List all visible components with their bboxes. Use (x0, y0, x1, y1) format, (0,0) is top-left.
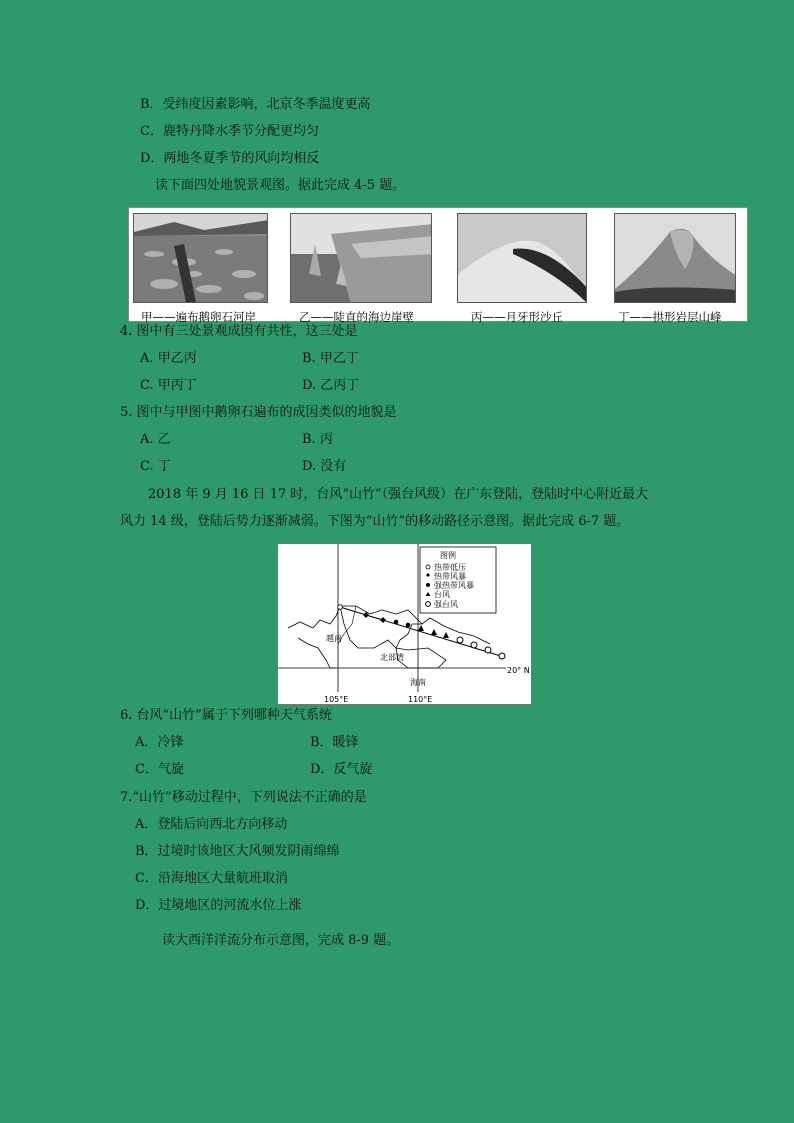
q6-option-a: A．冷锋 (135, 735, 184, 750)
q7-option-b: B．过境时该地区大风频发阴雨绵绵 (135, 844, 340, 859)
q6-option-c: C．气旋 (135, 762, 184, 777)
photo-ding-caption: 丁——拱形岩层山峰 (618, 310, 722, 324)
q5-option-c: C. 丁 (140, 459, 171, 474)
track-point-typhoon (418, 625, 424, 631)
q5-option-d: D. 没有 (302, 459, 347, 474)
q7-option-c: C．沿海地区大量航班取消 (135, 871, 288, 886)
q5-stem: 5. 图中与甲图中鹅卵石遍布的成因类似的地貌是 (120, 405, 397, 420)
track-point-severe-typhoon (471, 642, 477, 648)
q3-option-d: D．两地冬夏季节的风向均相反 (140, 151, 320, 166)
q4-option-a: A. 甲乙丙 (140, 351, 197, 366)
q5-option-b: B. 丙 (302, 432, 333, 447)
intro-8-9: 读大西洋洋流分布示意图，完成 8-9 题。 (162, 933, 400, 948)
track-point-typhoon (443, 632, 449, 638)
intro-4-5: 读下面四处地貌景观图。据此完成 4-5 题。 (155, 178, 406, 193)
track-point-typhoon (431, 629, 437, 635)
track-point-severe-tropical-storm (394, 620, 399, 625)
label-vietnam: 越南 (326, 634, 342, 643)
track-point-severe-tropical-storm (406, 623, 411, 628)
intro-6-7-line1: 2018 年 9 月 16 日 17 时，台风“山竹”（强台风级）在广东登陆，登陆时中心附近最大 (148, 487, 649, 502)
intro-6-7-line2: 风力 14 级，登陆后势力逐渐减弱。下图为“山竹”的移动路径示意图。据此完成 6-7 题。 (120, 514, 630, 529)
q3-option-c: C．鹿特丹降水季节分配更均匀 (140, 124, 319, 139)
q6-option-d: D．反气旋 (310, 762, 373, 777)
photo-yi-caption: 乙——陡直的海边崖壁 (299, 310, 414, 324)
q4-stem: 4. 图中有三处景观成因有共性，这三处是 (120, 324, 358, 339)
track-point-severe-typhoon (499, 653, 505, 659)
q4-option-d: D. 乙丙丁 (302, 378, 360, 393)
landform-photo-panel (128, 207, 748, 322)
track-point-tropical-storm (380, 617, 386, 623)
label-110e: 110°E (408, 695, 433, 704)
q7-option-d: D．过境地区的河流水位上涨 (135, 898, 302, 913)
q6-option-b: B．暖锋 (310, 735, 359, 750)
q5-option-a: A. 乙 (140, 432, 171, 447)
q7-option-a: A．登陆后向西北方向移动 (135, 817, 288, 832)
photo-jia-image (133, 213, 268, 303)
legend-item-td: 热带低压 (434, 563, 466, 572)
legend-item-sty: 强台风 (434, 600, 458, 609)
legend-title: 图例 (440, 551, 456, 560)
photo-bing-image (457, 213, 587, 303)
photo-ding-image (614, 213, 736, 303)
track-point-severe-typhoon (457, 637, 463, 643)
photo-jia-caption: 甲——遍布鹅卵石河岸 (141, 310, 256, 324)
q4-option-c: C. 甲丙丁 (140, 378, 197, 393)
q3-option-b: B．受纬度因素影响，北京冬季温度更高 (140, 97, 371, 112)
q4-option-b: B. 甲乙丁 (302, 351, 359, 366)
label-hainan: 海南 (410, 678, 426, 687)
typhoon-track-map (277, 543, 532, 705)
label-20n: 20° N (507, 666, 530, 675)
q6-stem: 6. 台风“山竹”属于下列哪种天气系统 (120, 708, 332, 723)
legend-item-ty: 台风 (434, 590, 450, 599)
legend-item-ts: 热带风暴 (434, 572, 466, 581)
photo-yi-image (290, 213, 432, 303)
legend-item-sts: 强热带风暴 (434, 581, 474, 590)
track-point-severe-typhoon (485, 647, 491, 653)
track-point-tropical-depression (338, 605, 343, 610)
q7-stem: 7.“山竹”移动过程中，下列说法不正确的是 (120, 790, 367, 805)
photo-bing-caption: 丙——月牙形沙丘 (471, 310, 563, 324)
label-gulf: 北部湾 (380, 653, 404, 662)
label-105e: 105°E (324, 695, 349, 704)
